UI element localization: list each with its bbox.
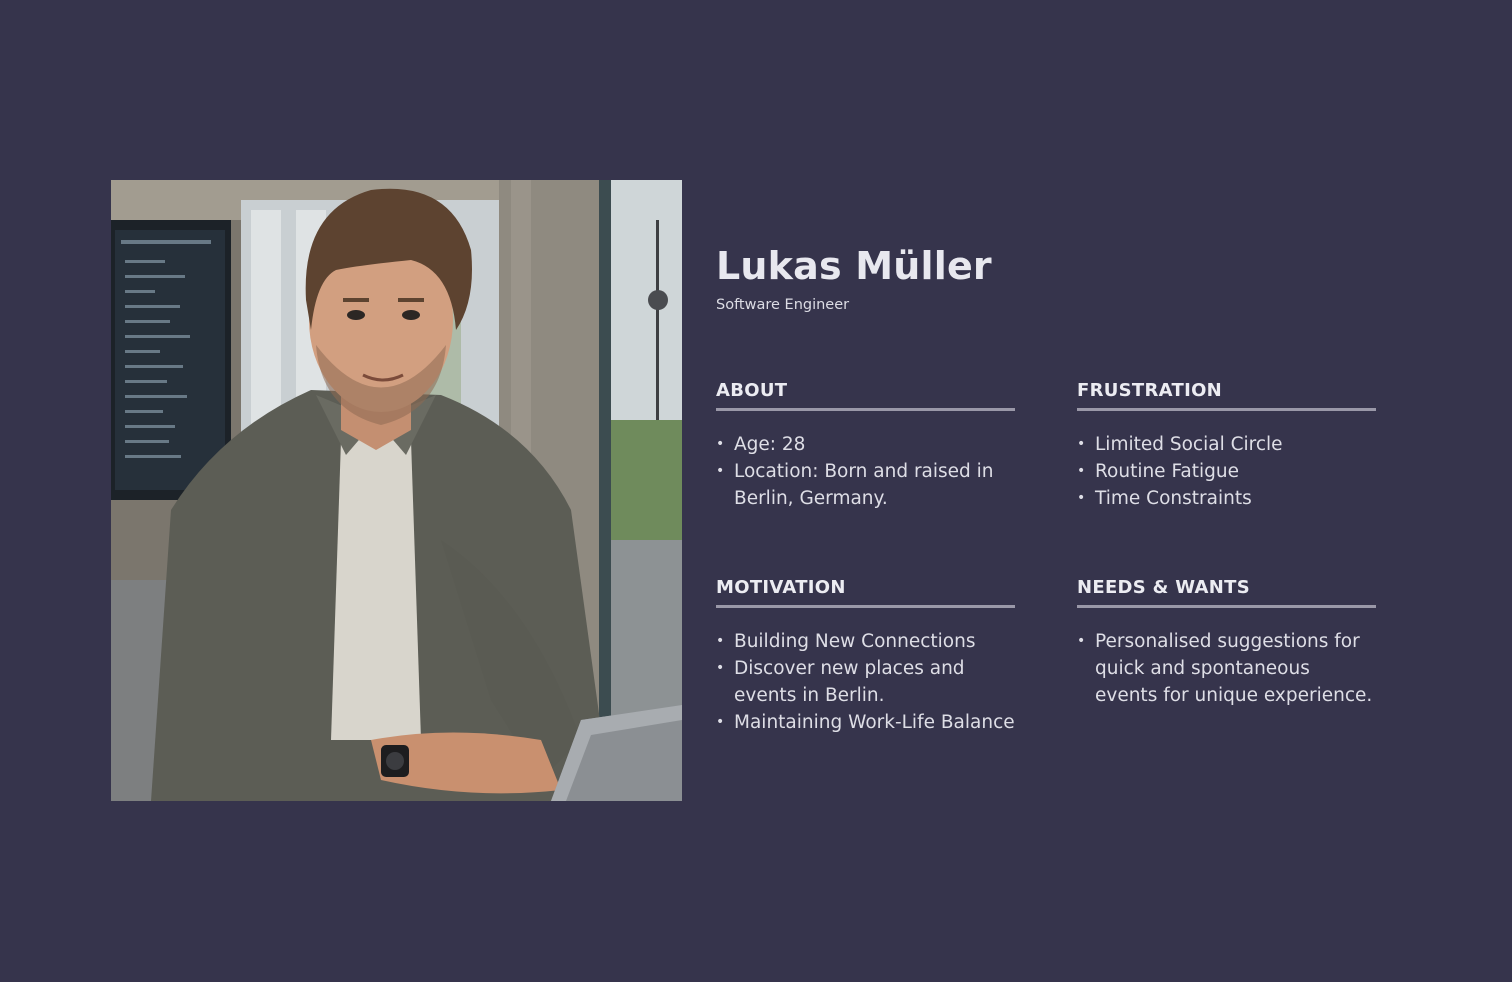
frustration-list <box>1077 431 1376 512</box>
persona-role: Software Engineer <box>716 297 850 313</box>
list-item: • Personalised suggestions for quick and spontaneous events for unique experience. <box>1077 628 1376 709</box>
list-item: • Routine Fatigue <box>1077 458 1376 485</box>
motivation-divider <box>716 605 1015 608</box>
list-item: • Time Constraints <box>1077 485 1376 512</box>
list-item: • Location: Born and raised in Berlin, Germany. <box>716 458 1015 512</box>
list-item: • Discover new places and events in Berlin. <box>716 655 1015 709</box>
frustration-heading: FRUSTRATION <box>1077 380 1223 401</box>
motivation-heading: MOTIVATION <box>716 577 846 598</box>
about-heading: ABOUT <box>716 380 788 401</box>
needs-wants-divider <box>1077 605 1376 608</box>
motivation-section <box>716 575 1015 736</box>
list-item: • Building New Connections <box>716 628 1015 655</box>
about-divider <box>716 408 1015 411</box>
list-item: • Limited Social Circle <box>1077 431 1376 458</box>
persona-name: Lukas Müller <box>716 244 992 288</box>
needs-wants-section <box>1077 575 1376 709</box>
motivation-list <box>716 628 1015 736</box>
frustration-section <box>1077 378 1376 512</box>
persona-photo <box>111 180 682 801</box>
needs-wants-heading: NEEDS & WANTS <box>1077 577 1250 598</box>
list-item: • Maintaining Work-Life Balance <box>716 709 1015 736</box>
frustration-divider <box>1077 408 1376 411</box>
about-section <box>716 378 1015 512</box>
needs-wants-list <box>1077 628 1376 709</box>
list-item: • Age: 28 <box>716 431 1015 458</box>
about-list <box>716 431 1015 512</box>
